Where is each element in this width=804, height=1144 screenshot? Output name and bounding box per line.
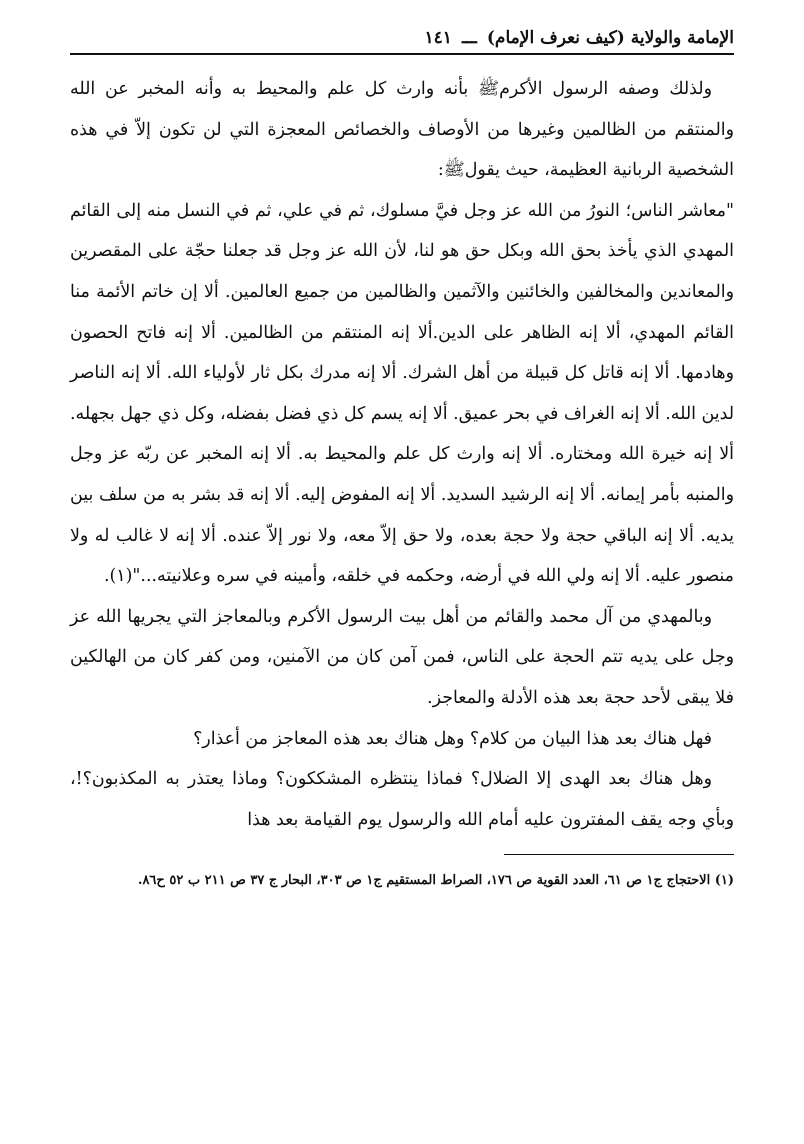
- header-ornament: ـــ: [461, 28, 477, 48]
- page-number: ١٤١: [424, 28, 452, 48]
- paragraph-question-2: وهل هناك بعد الهدى إلا الضلال؟ فماذا ينتظره المشككون؟ وماذا يعتذر به المكذبون؟!، وبأي وجه يقف المفترون عليه أمام الله والرسول يوم القيامة بعد هذا: [70, 769, 734, 830]
- paragraph-intro: ولذلك وصفه الرسول الأكرمﷺ بأنه وارث كل علم والمحيط به وأنه المخبر عن الله والمنتقم من الظالمين وغيرها من الأوصاف والخصائص المعجزة التي لن تكون إلاّ في هذه الشخصية الربانية العظيمة، حيث يقولﷺ:: [70, 79, 734, 181]
- paragraph-hadith-quote: "معاشر الناس؛ النورُ من الله عز وجل فيَّ مسلوك، ثم في علي، ثم في النسل منه إلى القائم المهدي الذي يأخذ بحق الله وبكل حق هو لنا، لأن الله عز وجل قد جعلنا حجّة على المقصرين والمعاندين والمخالفين والخائنين والآثمين والظالمين من جميع العالمين. ألا إن خاتم الأئمة منا القائم المهدي، ألا إنه الظاهر على الدين.ألا إنه المنتقم من الظالمين. ألا إنه فاتح الحصون وهادمها. ألا إنه قاتل كل قبيلة من أهل الشرك. ألا إنه مدرك بكل ثار لأولياء الله. ألا إنه الناصر لدين الله. ألا إنه الغراف في بحر عميق. ألا إنه يسم كل ذي فضل بفضله، وكل ذي جهل بجهله. ألا إنه خيرة الله ومختاره. ألا إنه وارث كل علم والمحيط به. ألا إنه المخبر عن ربّه عز وجل والمنبه بأمر إيمانه. ألا إنه الرشيد السديد. ألا إنه المفوض إليه. ألا إنه قد بشر به من سلف بين يديه. ألا إنه الباقي حجة ولا حجة بعده، ولا حق إلاّ معه، ولا نور إلاّ عنده. ألا إنه لا غالب له ولا منصور عليه. ألا إنه ولي الله في أرضه، وحكمه في خلقه، وأمينه في سره وعلانيته..."(١).: [70, 200, 734, 587]
- running-header: [70, 28, 734, 55]
- footnote: (١) الاحتجاج ج١ ص ٦١، العدد القوية ص ١٧٦، الصراط المستقيم ج١ ص ٣٠٣، البحار ج ٣٧ ص ٢١١ ب ٥٢ ح٨٦.: [137, 873, 734, 889]
- paragraph-mahdi: وبالمهدي من آل محمد والقائم من أهل بيت الرسول الأكرم وبالمعاجز التي يجريها الله عز وجل على يديه تتم الحجة على الناس، فمن آمن كان من الآمنين، ومن كفر كان من الهالكين فلا يبقى لأحد حجة بعد هذه الأدلة والمعاجز.: [70, 606, 734, 708]
- footnote-divider: [504, 854, 734, 855]
- paragraph-question-1: فهل هناك بعد هذا البيان من كلام؟ وهل هناك بعد هذه المعاجز من أعذار؟: [193, 728, 712, 749]
- body-text: [70, 69, 734, 840]
- page: [70, 28, 734, 1116]
- header-title: الإمامة والولاية (كيف نعرف الإمام): [486, 28, 734, 48]
